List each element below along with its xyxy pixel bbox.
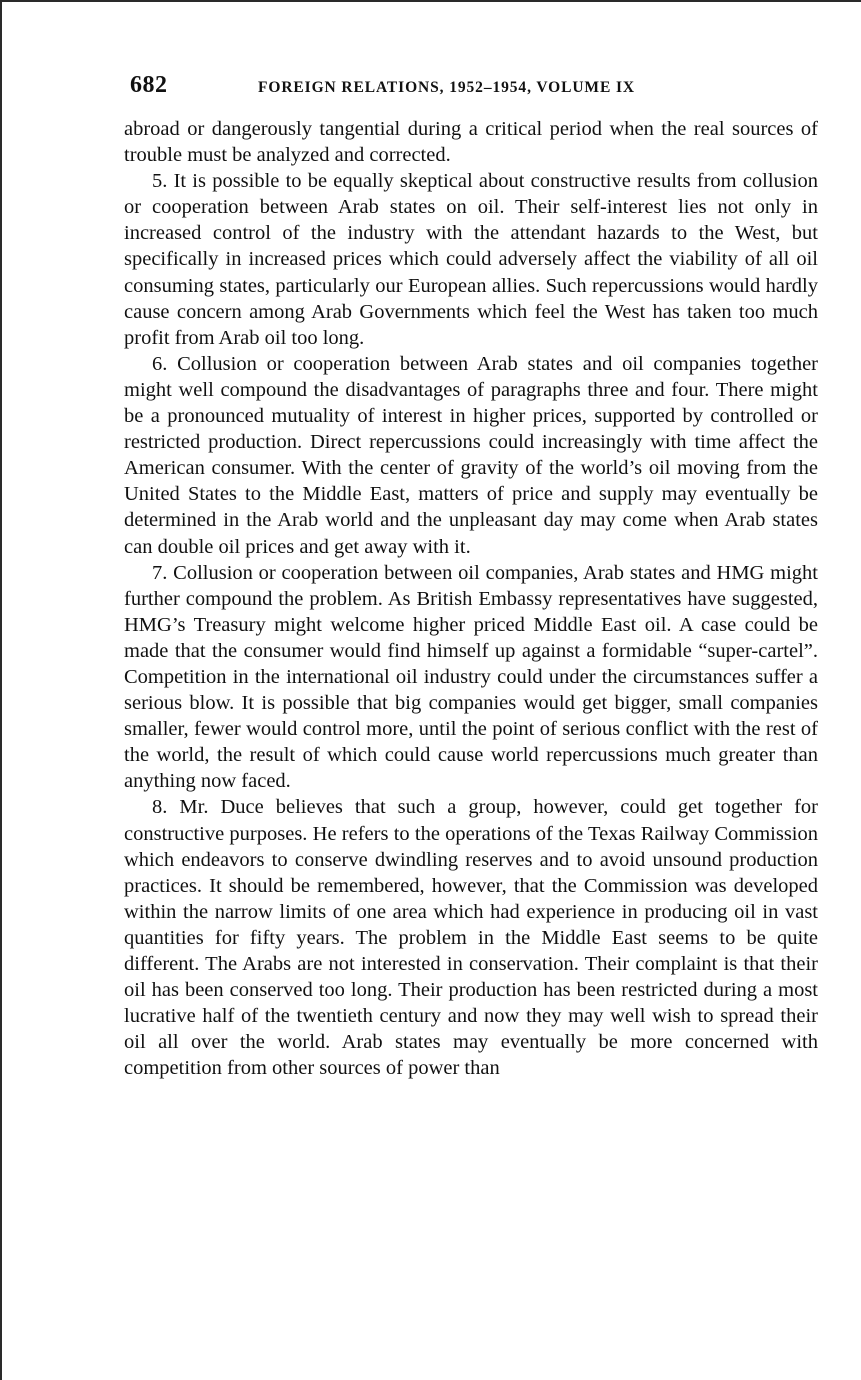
paragraph-7: 7. Collusion or cooperation between oil companies, Arab states and HMG might further compound the problem. As British Embassy representatives have suggested, HMG’s Treasury might welcome higher priced Middle East oil. A case could be made that the consumer would find himself up against a formidable “super-cartel”. Competition in the international oil industry could under the circumstances suffer a serious blow. It is possible that big companies would get bigger, small companies smaller, fewer would control more, until the point of serious conflict with the rest of the world, the result of which could cause world repercussions much greater than anything now faced. [124, 561, 818, 793]
paragraph-8: 8. Mr. Duce believes that such a group, however, could get together for constructive purposes. He refers to the operations of the Texas Railway Commission which endeavors to conserve dwindling reserves and to avoid unsound production practices. It should be remembered, however, that the Commission was developed within the narrow limits of one area which had experience in producing oil in vast quantities for fifty years. The problem in the Middle East seems to be quite different. The Arabs are not interested in conservation. Their complaint is that their oil has been conserved too long. Their production has been restricted during a most lucrative half of the twentieth century and now they may well wish to spread their oil all over the world. Arab states may eventually be more concerned with competition from other sources of power than [124, 796, 818, 1080]
body-text [124, 116, 818, 1081]
running-header [124, 72, 818, 106]
running-title: FOREIGN RELATIONS, 1952–1954, VOLUME IX [258, 79, 635, 96]
page-number: 682 [130, 72, 168, 98]
paragraph-6: 6. Collusion or cooperation between Arab states and oil companies together might well compound the disadvantages of paragraphs three and four. There might be a pronounced mutuality of interest in higher prices, supported by controlled or restricted production. Direct repercussions could increasingly with time affect the American consumer. With the center of gravity of the world’s oil moving from the United States to the Middle East, matters of price and supply may eventually be determined in the Arab world and the unpleasant day may come when Arab states can double oil prices and get away with it. [124, 352, 818, 558]
paragraph-continuation: abroad or dangerously tangential during a critical period when the real sources of trouble must be analyzed and corrected. [124, 118, 818, 167]
paragraph-5: 5. It is possible to be equally skeptical about constructive results from collusion or cooperation between Arab states on oil. Their self-interest lies not only in increased control of the industry with the attendant hazards to the West, but specifically in increased prices which could adversely affect the viability of all oil consuming states, particularly our European allies. Such repercussions would hardly cause concern among Arab Governments which feel the West has taken too much profit from Arab oil too long. [124, 170, 818, 349]
scan-border-left [0, 0, 2, 1380]
scan-border-top [0, 0, 861, 2]
document-page [124, 72, 818, 1081]
